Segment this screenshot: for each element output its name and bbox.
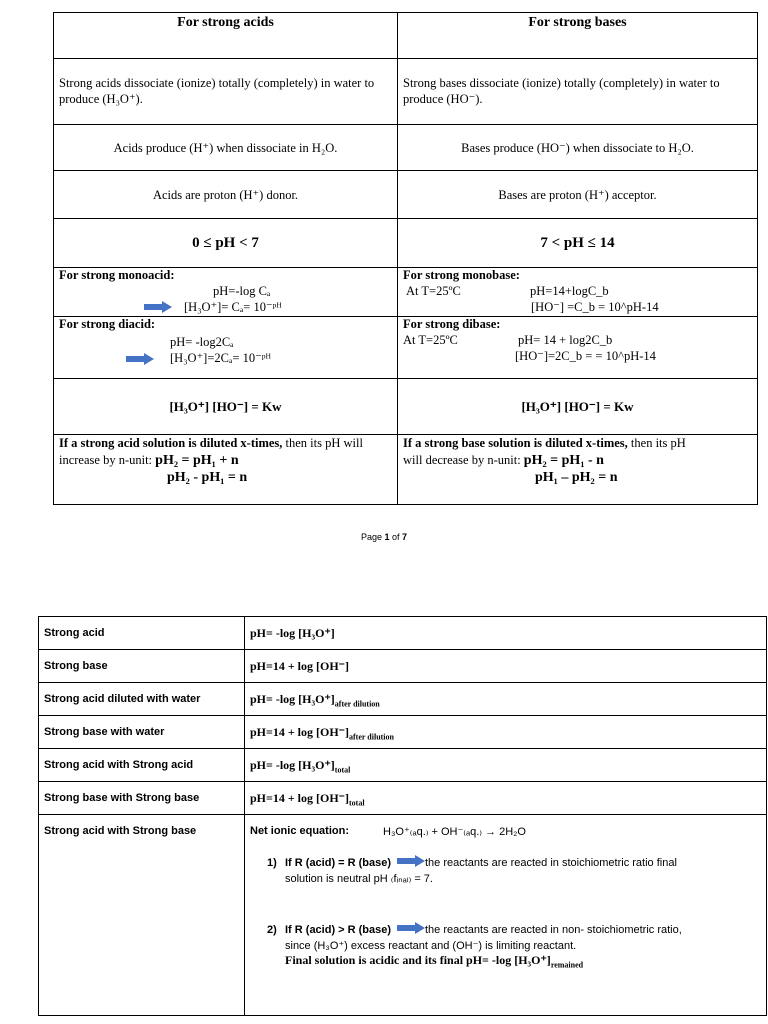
row-label: Strong base (39, 650, 245, 683)
item-number: 2) (267, 924, 277, 936)
row-label: Strong base with water (39, 716, 245, 749)
row-label: Strong acid diluted with water (39, 683, 245, 716)
base-kw-cell: [H₃O⁺] [HO⁻] = Kw (398, 379, 758, 435)
dibase-temp: At T=25ºC (403, 333, 458, 347)
acid-dilution-eq2: pH₂ - pH₁ = n (167, 470, 248, 485)
monobase-formula-ph: pH=14+logC_b (530, 284, 609, 298)
item1-condition: If R (acid) = R (base) (285, 857, 392, 869)
row-formula: pH= -log [H₃O⁺] (245, 617, 767, 650)
base-dilution-eq1: pH₂ = pH₁ - n (523, 453, 604, 468)
monobase-title: For strong monobase: (403, 268, 520, 282)
row-formula: pH=14 + log [OH⁻] (245, 650, 767, 683)
table-row (39, 683, 767, 716)
base-produce-cell: Bases produce (HO⁻) when dissociate to H₂O. (398, 125, 758, 171)
acid-kw-cell: [H₃O⁺] [HO⁻] = Kw (54, 379, 398, 435)
right-arrow-icon (144, 301, 172, 313)
dibase-formula-ho: [HO⁻]=2C_b = = 10^pH-14 (515, 349, 656, 363)
diacid-formula-h3o: [H₃O⁺]=2Cₐ= 10⁻ᵖᴴ (170, 351, 272, 365)
acid-ph-range: 0 ≤ pH < 7 (54, 219, 398, 268)
row-label: Strong acid with Strong base (39, 815, 245, 1016)
base-dilution-eq2: pH₁ – pH₂ = n (535, 470, 618, 485)
row-label: Strong acid (39, 617, 245, 650)
table-row (39, 815, 767, 1016)
right-arrow-icon (397, 922, 425, 934)
diacid-formula-ph: pH= -log2Cₐ (170, 335, 234, 349)
row-formula: $pH=14 + \log [OH^-]_{total}$ (245, 782, 767, 815)
table-row (39, 617, 767, 650)
table-row (39, 782, 767, 815)
neutralization-cell (245, 815, 767, 1016)
header-strong-acids: For strong acids (54, 13, 398, 59)
base-proton-cell: Bases are proton (H⁺) acceptor. (398, 171, 758, 219)
acid-dilution-eq1: pH₂ = pH₁ + n (155, 453, 239, 468)
row-label: Strong acid with Strong acid (39, 749, 245, 782)
monoacid-formula-ph: pH=-log Cₐ (213, 284, 271, 298)
table-row (39, 749, 767, 782)
acid-produce-cell: Acids produce (H⁺) when dissociate in H₂O. (54, 125, 398, 171)
acid-base-comparison-table (53, 12, 758, 505)
acid-dilution-bold: If a strong acid solution is diluted x-times, (59, 436, 283, 450)
table-row (39, 650, 767, 683)
item2-text: the reactants are reacted in non- stoichiometric ratio, (425, 924, 682, 936)
item2-condition: If R (acid) > R (base) (285, 924, 392, 936)
row-formula: pH= -log $[H_3O^+]_{after dilution}$ (245, 683, 767, 716)
net-ionic-label: Net ionic equation: (250, 825, 349, 837)
item2-final: Final solution is acidic and its final pH= -log $[H_3O^+]_{remained}$ (285, 953, 584, 970)
item-number: 1) (267, 857, 277, 869)
monobase-formula-ho: [HO⁻] =C_b = 10^pH-14 (531, 300, 659, 314)
monoacid-cell (54, 268, 398, 317)
base-dilution-bold: If a strong base solution is diluted x-times, (403, 436, 628, 450)
base-ph-range: 7 < pH ≤ 14 (398, 219, 758, 268)
right-arrow-icon (126, 353, 154, 365)
row-formula: $pH=14 + \log [OH^-]_{after dilution}$ (245, 716, 767, 749)
row-label: Strong base with Strong base (39, 782, 245, 815)
item1-text: the reactants are reacted in stoichiometric ratio final (425, 857, 677, 869)
item2-text: since (H₃O⁺) excess reactant and (OH⁻) is limiting reactant. (285, 940, 577, 952)
right-arrow-icon (397, 855, 425, 867)
acid-proton-cell: Acids are proton (H⁺) donor. (54, 171, 398, 219)
header-strong-bases: For strong bases (398, 13, 758, 59)
monoacid-formula-h3o: [H₃O⁺]= Cₐ= 10⁻ᵖᴴ (184, 300, 282, 314)
item1-text: solution is neutral pH ₍fᵢₙₐₗ₎ = 7. (285, 873, 433, 885)
row-formula: pH= -log $[H_3O^+]_{total}$ (245, 749, 767, 782)
diacid-title: For strong diacid: (59, 317, 156, 331)
acid-dissociate-cell: Strong acids dissociate (ionize) totally (completely) in water to produce (H₃O⁺). (54, 59, 398, 125)
dibase-cell (398, 317, 758, 379)
ph-formula-table (38, 616, 767, 1016)
dibase-formula-ph: pH= 14 + log2C_b (518, 333, 613, 347)
monoacid-title: For strong monoacid: (59, 268, 175, 282)
base-dissociate-cell: Strong bases dissociate (ionize) totally (completely) in water to produce (HO⁻). (398, 59, 758, 125)
monobase-cell (398, 268, 758, 317)
page-number: Page 1 of 7 (360, 532, 408, 542)
net-ionic-equation: H₃O⁺₍ₐq.₎ + OH⁻₍ₐq.₎ → 2H₂O (383, 826, 526, 838)
table-row (39, 716, 767, 749)
monobase-temp: At T=25ºC (406, 284, 461, 298)
dibase-title: For strong dibase: (403, 317, 501, 331)
base-dilution-cell: If a strong base solution is diluted x-times, then its pH will decrease by n-unit: pH₂ = pH₁ - n pH₁ – pH₂ = n (398, 435, 758, 505)
diacid-cell (54, 317, 398, 379)
acid-dilution-cell: If a strong acid solution is diluted x-times, then its pH will increase by n-unit: pH₂ = pH₁ + n pH₂ - pH₁ = n (54, 435, 398, 505)
